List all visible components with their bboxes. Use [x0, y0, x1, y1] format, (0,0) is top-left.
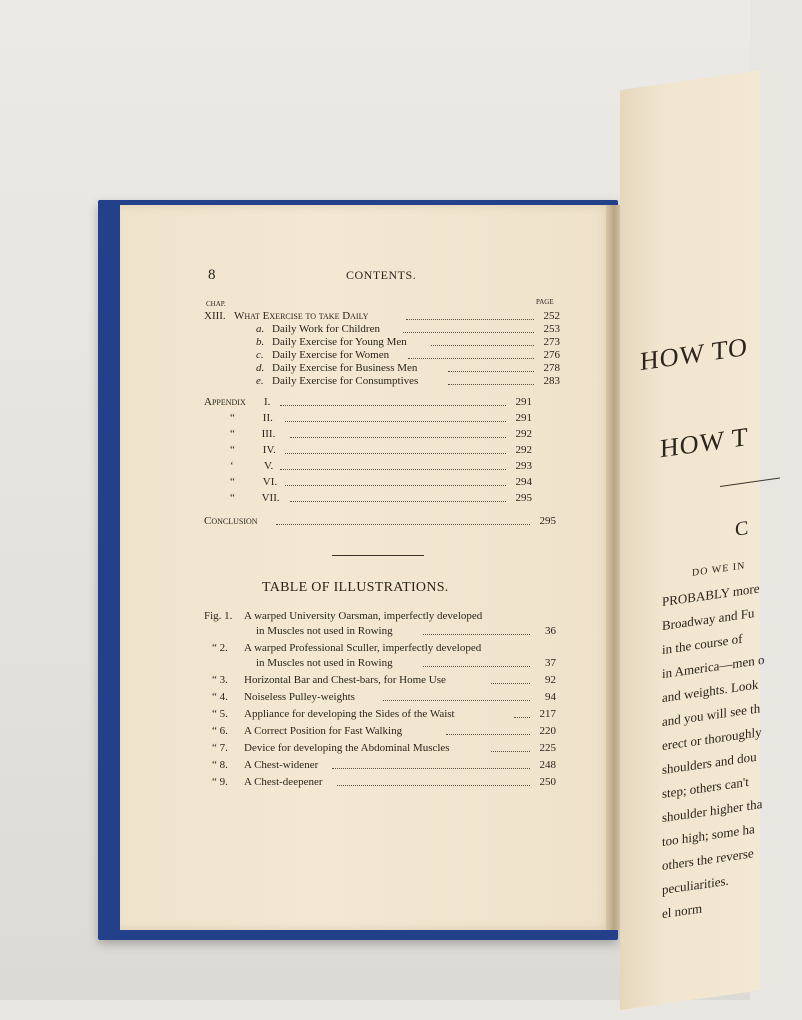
col-page-label: PAGE: [536, 298, 554, 306]
appendix-page: 291: [515, 396, 532, 408]
appendix-page: 291: [515, 412, 532, 424]
figure-page: 220: [539, 725, 556, 737]
illustration-row: [204, 776, 556, 792]
right-body-line: shoulders and dou: [662, 748, 757, 778]
leader-dots: [431, 336, 534, 346]
illustration-row: [204, 642, 556, 672]
toc-page: 278: [543, 362, 560, 374]
appendix-page: 295: [515, 492, 532, 504]
right-body-line: too high; some ha: [662, 821, 755, 850]
right-chapter-head: C: [735, 516, 749, 541]
figure-caption: A Chest-widener: [244, 759, 319, 771]
figure-caption: Noiseless Pulley-weights: [244, 691, 355, 703]
leader-dots: [276, 515, 530, 525]
figure-number: “ 3.: [212, 674, 228, 686]
leader-dots: [448, 362, 534, 372]
appendix-label: Appendix: [204, 396, 246, 408]
leader-dots: [332, 759, 531, 769]
right-body-line: shoulder higher tha: [662, 795, 763, 826]
illustrations-list: [204, 610, 556, 790]
illustration-row: [204, 610, 556, 640]
illustration-row: [204, 708, 556, 724]
figure-number: “ 4.: [212, 691, 228, 703]
figure-caption: A Correct Position for Fast Walking: [244, 725, 403, 737]
appendix-row: [204, 412, 532, 426]
illustration-row: [204, 759, 556, 775]
appendix-page: 294: [515, 476, 532, 488]
leader-dots: [290, 492, 506, 502]
appendix-row: [204, 428, 532, 442]
right-body-line: in the course of: [662, 630, 743, 658]
appendix-number: IV.: [262, 444, 276, 456]
illustration-row: [204, 725, 556, 741]
ditto-mark: “: [230, 428, 235, 440]
conclusion-page: 295: [539, 515, 556, 527]
illustration-row: [204, 691, 556, 707]
toc-label: Daily Exercise for Business Men: [272, 362, 418, 374]
figure-number: “ 5.: [212, 708, 228, 720]
toc-label: Daily Exercise for Young Men: [272, 336, 407, 348]
figure-number: Fig. 1.: [204, 610, 233, 622]
figure-caption-cont: in Muscles not used in Rowing: [256, 625, 393, 637]
toc-number: e.: [256, 375, 264, 387]
leader-dots: [423, 625, 530, 635]
appendix-number: I.: [264, 396, 271, 408]
toc-page: 253: [543, 323, 560, 335]
toc-row: [204, 336, 560, 350]
figure-number: “ 7.: [212, 742, 228, 754]
figure-page: 92: [545, 674, 556, 686]
figure-page: 94: [545, 691, 556, 703]
appendix-row: [204, 492, 532, 506]
running-head: CONTENTS.: [346, 268, 417, 282]
ditto-mark: “: [230, 476, 235, 488]
leader-dots: [285, 476, 506, 486]
toc-page: 252: [543, 310, 560, 322]
toc-row: [204, 310, 560, 324]
toc-number: XIII.: [204, 310, 226, 322]
illustration-row: [204, 674, 556, 690]
figure-caption-cont: in Muscles not used in Rowing: [256, 657, 393, 669]
toc-label: Daily Exercise for Women: [272, 349, 390, 361]
right-body-text: [662, 574, 802, 1014]
figure-page: 36: [545, 625, 556, 637]
figure-number: “ 8.: [212, 759, 228, 771]
right-subhead: DO WE IN: [692, 560, 746, 579]
toc-row: [204, 323, 560, 337]
appendix-page: 292: [515, 428, 532, 440]
appendix-number: II.: [262, 412, 273, 424]
toc-row: [204, 362, 560, 376]
leader-dots: [408, 349, 534, 359]
toc-row: [204, 349, 560, 363]
figure-page: 225: [539, 742, 556, 754]
col-chap-label: CHAP.: [206, 300, 226, 308]
right-body-line: step; others can't: [662, 773, 749, 802]
toc-number: d.: [256, 362, 265, 374]
appendix-number: VII.: [261, 492, 280, 504]
leader-dots: [423, 657, 530, 667]
leader-dots: [406, 310, 534, 320]
figure-page: 217: [539, 708, 556, 720]
figure-caption: A warped Professional Sculler, imperfectly developed: [244, 642, 482, 654]
figure-page: 250: [539, 776, 556, 788]
right-body-line: and you will see th: [662, 700, 761, 730]
toc-page: 273: [543, 336, 560, 348]
toc-page: 276: [543, 349, 560, 361]
leader-dots: [491, 742, 530, 752]
right-body-line: others the reverse: [662, 845, 754, 874]
leader-dots: [403, 323, 534, 333]
left-page: [120, 205, 612, 930]
leader-dots: [280, 460, 506, 470]
figure-number: “ 9.: [212, 776, 228, 788]
figure-number: “ 2.: [212, 642, 228, 654]
toc-label: Daily Exercise for Consumptives: [272, 375, 419, 387]
right-body-line: PROBABLY more: [662, 580, 760, 610]
illustrations-title: TABLE OF ILLUSTRATIONS.: [262, 580, 449, 595]
leader-dots: [290, 428, 506, 438]
appendix-number: V.: [264, 460, 274, 472]
appendix-row: [204, 476, 532, 490]
leader-dots: [285, 444, 506, 454]
appendix-number: VI.: [262, 476, 278, 488]
page-number: 8: [208, 267, 216, 283]
toc-row: [204, 375, 560, 389]
leader-dots: [285, 412, 506, 422]
right-body-line: and weights. Look: [662, 676, 759, 706]
figure-caption: A warped University Oarsman, imperfectly developed: [244, 610, 483, 622]
leader-dots: [383, 691, 530, 701]
appendix-row: [204, 460, 532, 474]
illustration-row: [204, 742, 556, 758]
leader-dots: [280, 396, 506, 406]
conclusion-label: Conclusion: [204, 515, 258, 527]
leader-dots: [514, 708, 530, 718]
toc-label: What Exercise to take Daily: [234, 310, 369, 322]
right-body-line: erect or thoroughly: [662, 724, 762, 754]
appendix-row: [204, 444, 532, 458]
right-body-line: in America—men o: [662, 651, 765, 682]
right-rule: [720, 478, 780, 487]
figure-caption: Device for developing the Abdominal Muscles: [244, 742, 450, 754]
leader-dots: [337, 776, 530, 786]
figure-number: “ 6.: [212, 725, 228, 737]
ditto-mark: “: [230, 412, 235, 424]
appendix-page: 293: [515, 460, 532, 472]
leader-dots: [491, 674, 530, 684]
figure-caption: Horizontal Bar and Chest-bars, for Home Use: [244, 674, 446, 686]
section-rule: [332, 555, 424, 556]
right-body-line: el norm: [662, 900, 703, 922]
figure-caption: A Chest-deepener: [244, 776, 323, 788]
ditto-mark: ‘: [230, 460, 234, 472]
toc-label: Daily Work for Children: [272, 323, 380, 335]
toc-number: c.: [256, 349, 264, 361]
toc-number: a.: [256, 323, 265, 335]
right-title-2: HOW T: [660, 421, 749, 464]
leader-dots: [446, 725, 531, 735]
right-title-1: HOW TO: [640, 332, 748, 377]
appendix-row: [204, 396, 532, 410]
right-page: [620, 70, 765, 1010]
ditto-mark: “: [230, 444, 235, 456]
toc-number: b.: [256, 336, 265, 348]
conclusion-row: [204, 515, 556, 529]
leader-dots: [448, 375, 534, 385]
contents-list: [204, 310, 560, 394]
appendix-list: [204, 396, 532, 508]
appendix-number: III.: [261, 428, 276, 440]
appendix-page: 292: [515, 444, 532, 456]
figure-page: 37: [545, 657, 556, 669]
right-body-line: peculiarities.: [662, 872, 729, 898]
figure-caption: Appliance for developing the Sides of the Waist: [244, 708, 455, 720]
right-body-line: Broadway and Fu: [662, 605, 755, 634]
ditto-mark: “: [230, 492, 235, 504]
figure-page: 248: [539, 759, 556, 771]
toc-page: 283: [543, 375, 560, 387]
